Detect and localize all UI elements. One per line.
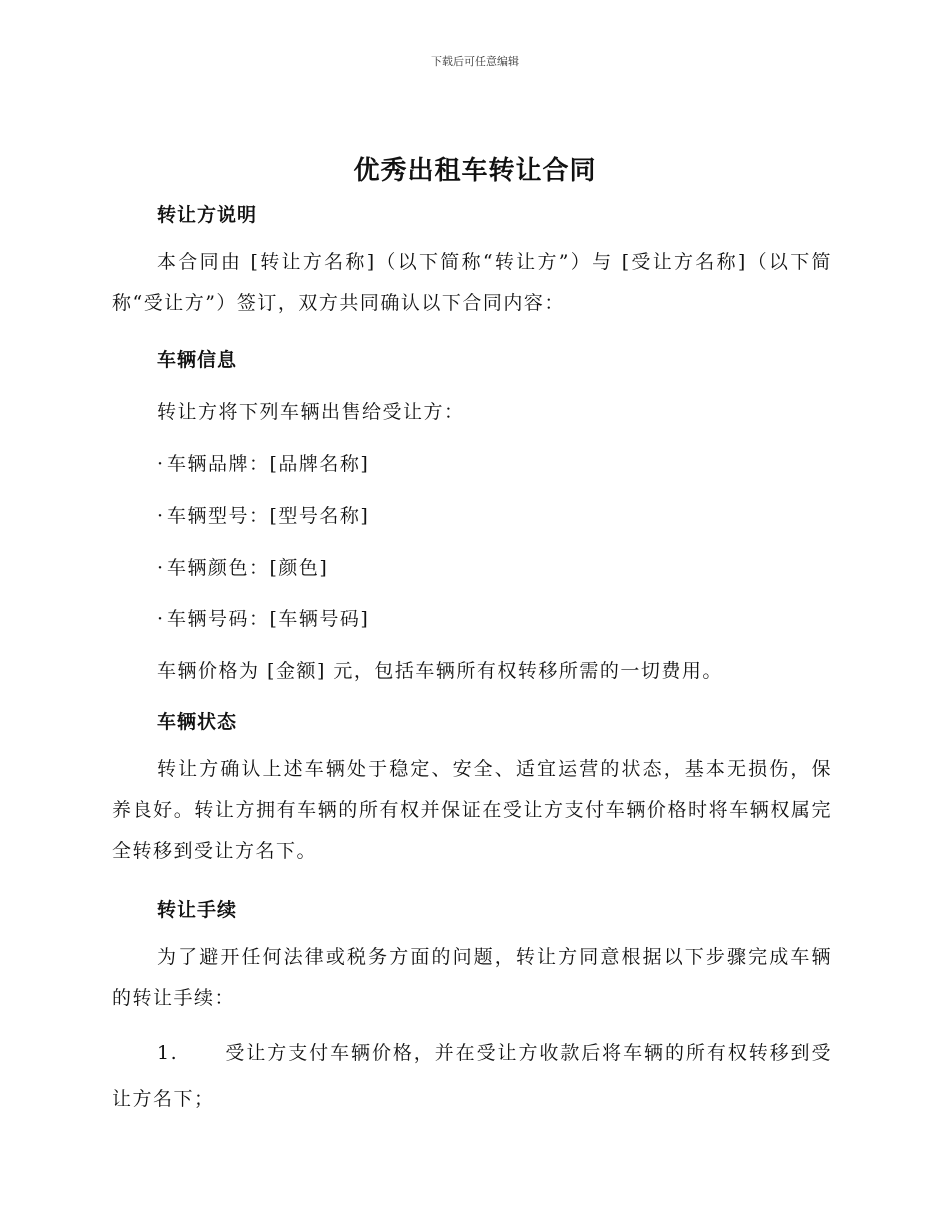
numbered-step xyxy=(112,1030,832,1122)
bullet-text-model: 车辆型号：[型号名称] xyxy=(167,505,370,527)
document-title: 优秀出租车转让合同 xyxy=(353,156,597,186)
bullet-text-plate: 车辆号码：[车辆号码] xyxy=(167,608,370,630)
bullet-mark: · xyxy=(157,557,165,579)
vehicle-price-line: 车辆价格为 [金额] 元，包括车辆所有权转移所需的一切费用。 xyxy=(157,660,723,682)
section-heading-vehicle-status: 车辆状态 xyxy=(157,711,238,733)
paragraph-vehicle-status: 转让方确认上述车辆处于稳定、安全、适宜运营的状态，基本无损伤，保养良好。转让方拥有车辆的所有权并保证在受让方支付车辆价格时将车辆权属完全转移到受让方名下。 xyxy=(112,758,832,862)
list-item xyxy=(157,449,369,476)
bullet-mark: · xyxy=(157,453,165,475)
section-heading-vehicle-info: 车辆信息 xyxy=(157,349,238,371)
bullet-mark: · xyxy=(157,608,165,630)
section-heading-transferor: 转让方说明 xyxy=(157,204,258,226)
list-item xyxy=(157,604,369,631)
bullet-text-brand: 车辆品牌：[品牌名称] xyxy=(167,453,370,475)
vehicle-info-intro: 转让方将下列车辆出售给受让方： xyxy=(157,401,465,423)
step-number: 1. xyxy=(157,1042,179,1064)
step-text: 受让方支付车辆价格，并在受让方收款后将车辆的所有权转移到受让方名下； xyxy=(112,1042,832,1110)
paragraph-transfer-procedure: 为了避开任何法律或税务方面的问题，转让方同意根据以下步骤完成车辆的转让手续： xyxy=(112,946,832,1009)
section-heading-transfer-procedure: 转让手续 xyxy=(157,899,238,921)
paragraph-transferor-description: 本合同由 [转让方名称]（以下简称“转让方”）与 [受让方名称]（以下简称“受让方”）签订，双方共同确认以下合同内容： xyxy=(112,251,832,314)
page-header-note: 下载后可任意编辑 xyxy=(431,55,519,68)
bullet-mark: · xyxy=(157,505,165,527)
bullet-text-color: 车辆颜色：[颜色] xyxy=(167,557,329,579)
list-item xyxy=(157,501,369,528)
list-item xyxy=(157,553,328,580)
